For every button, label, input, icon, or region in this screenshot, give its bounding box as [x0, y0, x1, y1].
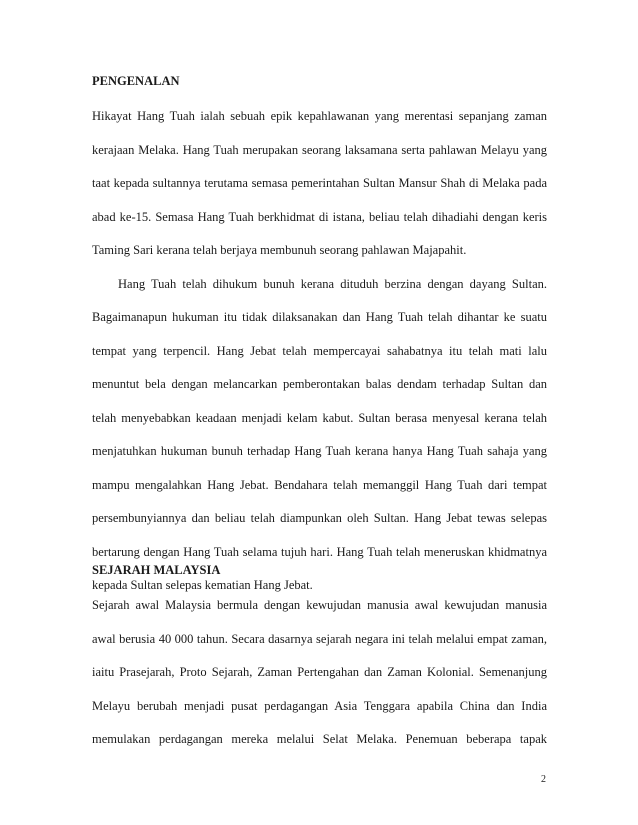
text-line: bertarung dengan Hang Tuah selama tujuh hari. Hang Tuah telah meneruskan khidmatnya: [92, 544, 547, 559]
text-line: Melayu berubah menjadi pusat perdagangan Asia Tenggara apabila China dan India: [92, 698, 547, 713]
text-line: kerajaan Melaka. Hang Tuah merupakan seorang laksamana serta pahlawan Melayu yang: [92, 142, 547, 157]
section-sejarah-malaysia: [92, 562, 547, 757]
section-pengenalan: [92, 73, 547, 603]
text-line: Sejarah awal Malaysia bermula dengan kewujudan manusia awal kewujudan manusia: [92, 598, 547, 612]
text-line: telah menyebabkan keadaan menjadi kelam kabut. Sultan berasa menyesal kerana telah: [92, 410, 547, 425]
text-line: abad ke-15. Semasa Hang Tuah berkhidmat di istana, beliau telah dihadiahi dengan keris: [92, 209, 547, 224]
text-line: menuntut bela dengan melancarkan pemberontakan balas dendam terhadap Sultan dan: [92, 377, 547, 391]
text-line: tempat yang terpencil. Hang Jebat telah mempercayai sahabatnya itu telah mati lalu: [92, 343, 547, 358]
section-body: [92, 100, 547, 603]
section-heading: PENGENALAN: [92, 74, 180, 88]
text-line: taat kepada sultannya terutama semasa pemerintahan Sultan Mansur Shah di Melaka pada: [92, 176, 547, 190]
text-line: awal berusia 40 000 tahun. Secara dasarnya sejarah negara ini telah melalui empat zaman,: [92, 631, 547, 646]
text-line: Hang Tuah telah dihukum bunuh kerana dituduh berzina dengan dayang Sultan.: [118, 276, 547, 291]
text-line: Hikayat Hang Tuah ialah sebuah epik kepahlawanan yang merentasi sepanjang zaman: [92, 109, 547, 123]
text-line: memulakan perdagangan mereka melalui Selat Melaka. Penemuan beberapa tapak: [92, 732, 547, 746]
text-line: menjatuhkan hukuman bunuh terhadap Hang Tuah kerana hanya Hang Tuah sahaja yang: [92, 444, 547, 458]
text-line: iaitu Prasejarah, Proto Sejarah, Zaman Pertengahan dan Zaman Kolonial. Semenanjung: [92, 665, 547, 679]
text-line: kepada Sultan selepas kematian Hang Jebat.: [92, 578, 313, 592]
text-line: mampu mengalahkan Hang Jebat. Bendahara telah memanggil Hang Tuah dari tempat: [92, 477, 547, 492]
page-number: 2: [541, 774, 546, 785]
text-line: Bagaimanapun hukuman itu tidak dilaksanakan dan Hang Tuah telah dihantar ke suatu: [92, 310, 547, 324]
text-line: Taming Sari kerana telah berjaya membunuh seorang pahlawan Majapahit.: [92, 243, 467, 257]
section-heading: SEJARAH MALAYSIA: [92, 563, 221, 577]
text-line: persembunyiannya dan beliau telah diampunkan oleh Sultan. Hang Jebat tewas selepas: [92, 511, 547, 525]
section-body: [92, 589, 547, 757]
